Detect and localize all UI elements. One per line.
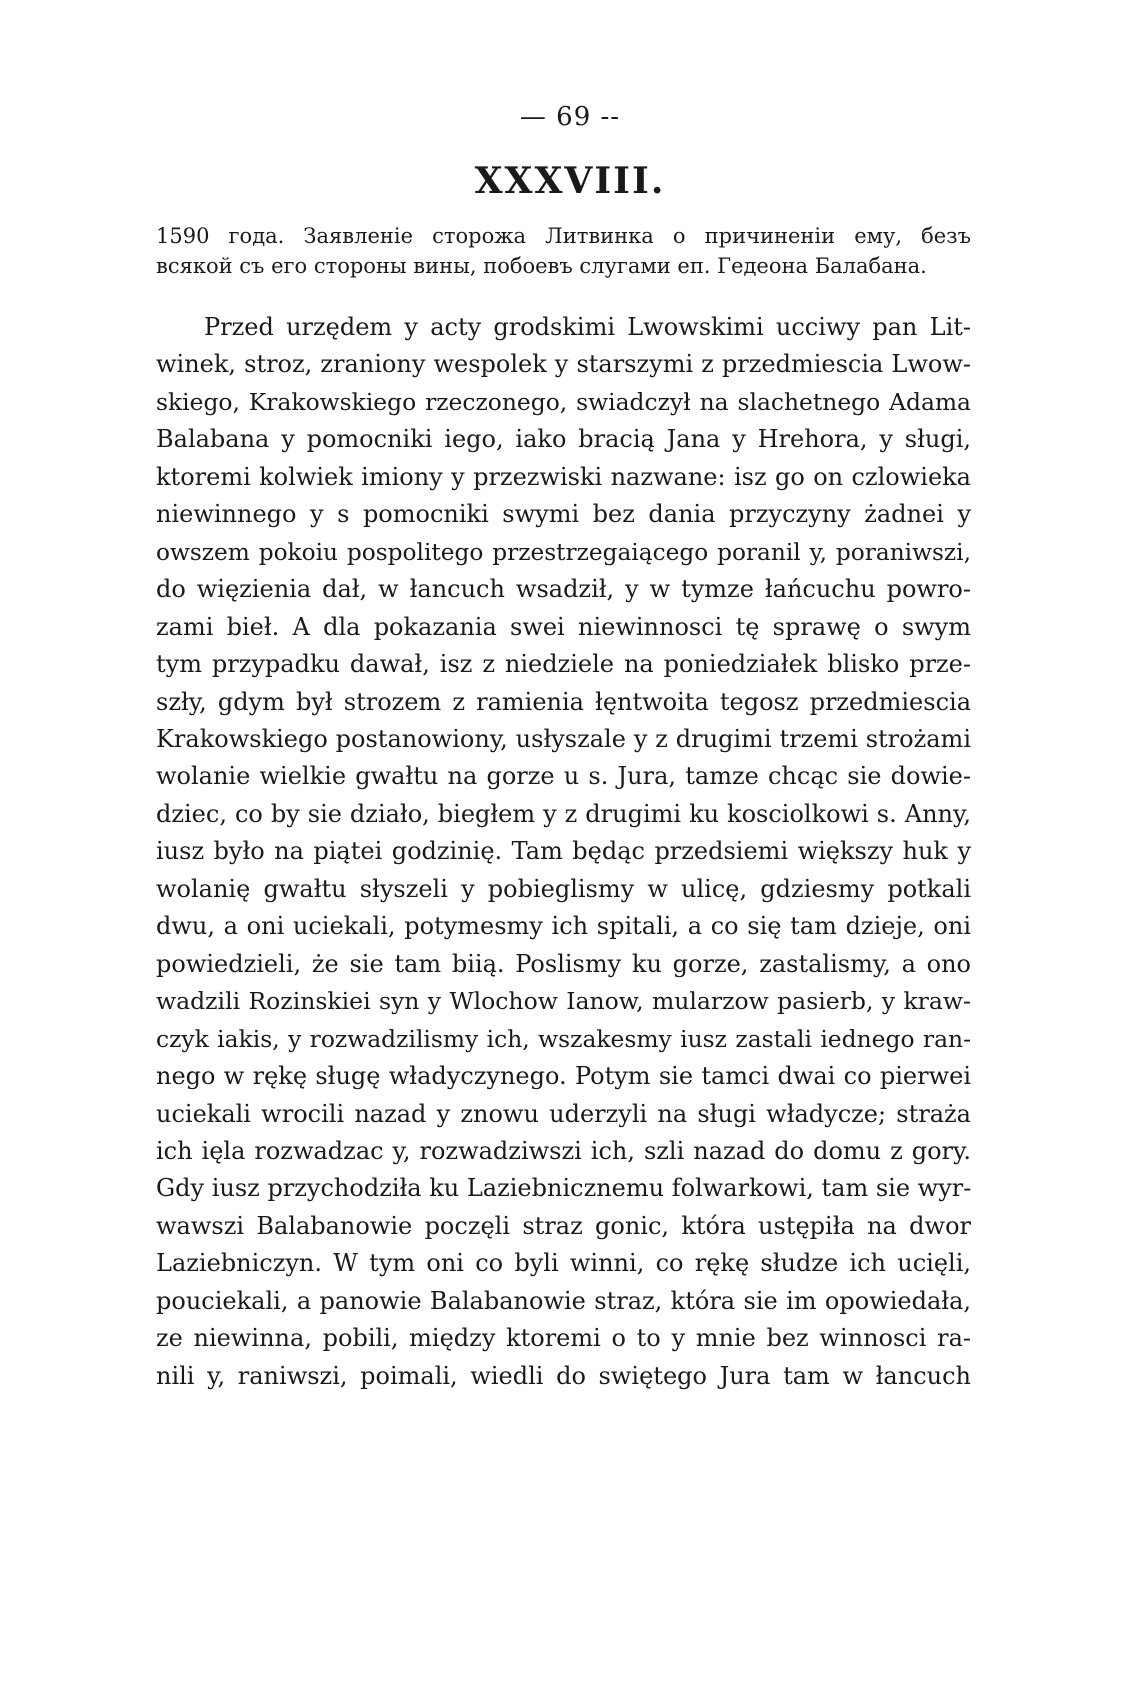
body-line: powiedzieli, że sie tam biią. Poslismy ku gorze, zastalismy, a ono [156,949,971,978]
body-line: zami bieł. A dla pokazania swei niewinnosci tę sprawę o swym [156,612,971,641]
section-heading: XXXVIII. [474,160,666,202]
body-line: winek, stroz, zraniony wespolek y starszymi z przedmiescia Lwow- [156,350,971,379]
body-line: wolanie wielkie gwałtu na gorze u s. Jura, tamze chcąc sie dowie- [156,762,971,791]
body-line: pouciekali, a panowie Balabanowie straz, która sie im opowiedała, [156,1286,971,1315]
body-line: Gdy iusz przychodziła ku Laziebnicznemu folwarkowi, tam sie wyr- [156,1174,972,1203]
page-number: — 69 -- [519,102,621,132]
body-line: wolanię gwałtu słyszeli y pobieglismy w ulicę, gdziesmy potkali [156,874,971,903]
body-line: Krakowskiego postanowiony, usłyszale y z drugimi trzemi strożami [156,724,971,753]
body-line: tym przypadku dawał, isz z niedziele na poniedziałek blisko prze- [156,650,971,679]
body-line: ich ięla rozwadzac y, rozwadziwszi ich, szli nazad do domu z gory. [156,1136,971,1165]
body-line: Balabana y pomocniki iego, iako bracią Jana y Hrehora, y sługi, [156,425,971,454]
body-line: niewinnego y s pomocniki swymi bez dania przyczyny żadnei y [156,500,971,529]
body-line: ktoremi kolwiek imiony y przezwiski nazwane: isz go on czlowieka [156,462,971,491]
summary-line: 1590 года. Заявленіе сторожа Литвинка о причиненіи ему, безъ [156,224,971,248]
body-line: do więzienia dał, w łancuch wsadził, y w tymze łańcuchu powro- [156,575,971,604]
body-line: szły, gdym był strozem z ramienia łęntwoita tegosz przedmiescia [156,687,971,716]
body-line: Laziebniczyn. W tym oni co byli winni, co rękę słudze ich ucięli, [156,1249,971,1278]
body-line: dziec, co by sie działo, biegłem y z drugimi ku kosciolkowi s. Anny, [156,799,971,828]
document-body [156,309,971,1395]
body-line: uciekali wrocili nazad y znowu uderzyli na sługi władycze; straża [156,1099,971,1128]
body-line: skiego, Krakowskiego rzeczonego, swiadczył na slachetnego Adama [156,387,971,416]
body-line: nego w rękę sługę władyczynego. Potym sie tamci dwai co pierwei [156,1062,971,1091]
body-line: ze niewinna, pobili, między ktoremi o to y mnie bez winnosci ra- [156,1324,971,1353]
body-line: dwu, a oni uciekali, potymesmy ich spitali, a co się tam dzieje, oni [156,912,971,941]
body-line: Przed urzędem y acty grodskimi Lwowskimi ucciwy pan Lit- [204,313,971,341]
body-line: nili y, raniwszi, poimali, wiedli do swiętego Jura tam w łancuch [156,1361,971,1390]
body-line: wawszi Balabanowie poczęli straz gonic, która ustępiła na dwor [156,1211,971,1240]
body-line: owszem pokoiu pospolitego przestrzegaiącego poranil y, poraniwszi, [156,538,971,566]
body-line: wadzili Rozinskiei syn y Wlochow Ianow, mularzow pasierb, y kraw- [156,987,971,1016]
body-line: iusz było na piątei godzinię. Tam będąc przedsiemi większy huk y [156,837,971,866]
summary-line: всякой съ его стороны вины, побоевъ слугами еп. Гедеона Балабана. [156,254,927,278]
body-line: czyk iakis, y rozwadzilismy ich, wszakesmy iusz zastali iednego ran- [156,1024,971,1053]
document-summary [156,221,971,281]
